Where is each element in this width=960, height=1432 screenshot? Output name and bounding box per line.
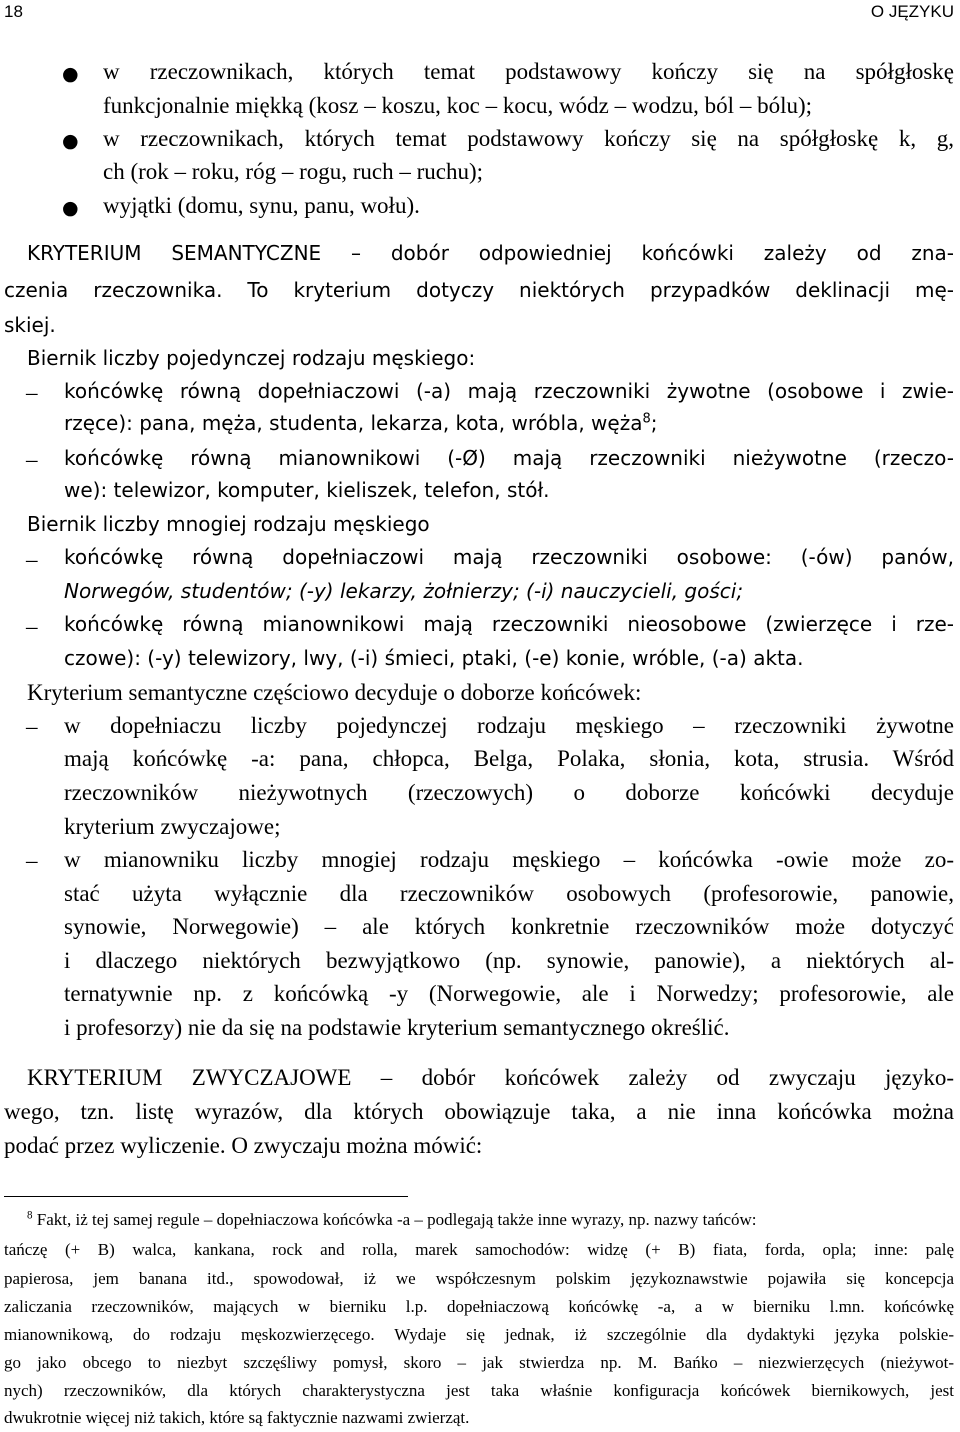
text-line: w rzeczownikach, których temat podstawowy kończy się na spółgłoskę k, g, — [103, 126, 954, 151]
dash-marker: – — [26, 547, 38, 572]
text-line: i dlaczego niektórych bezwyjątkowo (np. synowie, panowie), a niektórych al- — [64, 948, 954, 973]
bullet-marker: ● — [62, 130, 79, 152]
text-line: wego, tzn. listę wyrazów, dla których obowiązuje taka, a nie inna końcówka można — [4, 1099, 954, 1124]
text-line: skiej. — [4, 313, 56, 337]
text-line — [64, 413, 658, 433]
text-line: we): telewizor, komputer, kieliszek, telefon, stół. — [64, 478, 550, 502]
dash-marker: – — [26, 848, 38, 873]
footnote-line: tańczę (+ B) walca, kankana, rock and rolla, marek samochodów: widzę (+ B) fiata, forda, opla; inne: palę — [4, 1240, 954, 1259]
text-line: Norwegów, studentów; (-y) lekarzy, żołnierzy; (-i) nauczycieli, gości; — [64, 579, 744, 603]
footnote-line — [27, 1211, 756, 1228]
text-line: w dopełniaczu liczby pojedynczej rodzaju męskiego – rzeczowniki żywotne — [64, 713, 954, 738]
page-number: 18 — [4, 2, 23, 21]
text-line: KRYTERIUM ZWYCZAJOWE – dobór końcówek zależy od zwyczaju języko- — [27, 1065, 954, 1090]
text-line: Biernik liczby mnogiej rodzaju męskiego — [27, 512, 430, 536]
text-line: mają końcówkę -a: pana, chłopca, Belga, Polaka, słonia, kota, strusia. Wśród — [64, 746, 954, 771]
text-line: końcówkę równą mianownikowi mają rzeczowniki nieosobowe (zwierzęce i rze- — [64, 612, 954, 636]
dash-marker: – — [26, 714, 38, 739]
text-line: podać przez wyliczenie. O zwyczaju można mówić: — [4, 1133, 483, 1158]
text-line: czenia rzeczownika. To kryterium dotyczy niektórych przypadków deklinacji mę- — [4, 278, 954, 302]
running-header: O JĘZYKU — [870, 2, 954, 21]
text-line: ternatywnie np. z końcówką -y (Norwegowie, ale i Norwedzy; profesorowie, ale — [64, 981, 954, 1006]
footnote-line: go jako obcego to niezbyt szczęśliwy pomysł, skoro – jak stwierdza np. M. Bańko – niezwierzęcych (nieżywot- — [4, 1353, 954, 1372]
text-line: czowe): (-y) telewizory, lwy, (-i) śmieci, ptaki, (-e) konie, wróble, (-a) akta. — [64, 646, 804, 670]
text-line: Biernik liczby pojedynczej rodzaju męskiego: — [27, 346, 476, 370]
footnote-line: dwukrotnie więcej niż takich, które są faktycznie nazwami zwierząt. — [4, 1408, 470, 1427]
footnote-marker: 8 — [27, 1209, 33, 1222]
dash-marker: – — [26, 447, 38, 472]
footnote-text: Fakt, iż tej samej regule – dopełniaczowa końcówka -a – podlegają także inne wyrazy, np. nazwy tańców: — [36, 1210, 757, 1229]
text-line: w mianowniku liczby mnogiej rodzaju męskiego – końcówka -owie może zo- — [64, 847, 954, 872]
text-line: funkcjonalnie miękką (kosz – koszu, koc – kocu, wódz – wodzu, ból – bólu); — [103, 93, 813, 118]
text-line: końcówkę równą dopełniaczowi (-a) mają rzeczowniki żywotne (osobowe i zwie- — [64, 379, 954, 403]
footnote-line: papierosa, jem banana itd., spowodował, iż we współczesnym polskim językoznawstwie pojawiła się koncepcja — [4, 1269, 954, 1288]
footnote-line: zaliczania rzeczowników, mających w bierniku l.p. dopełniaczową końcówkę -a, a w bierniku l.mn. końcówkę — [4, 1297, 954, 1316]
text-line: Kryterium semantyczne częściowo decyduje o doborze końcówek: — [27, 680, 642, 705]
footnote-line: nych) rzeczowników, dla których charakterystyczna jest taka właśnie konfiguracja końcówek biernikowych, jest — [4, 1381, 954, 1400]
dash-marker: – — [26, 614, 38, 639]
text-line: w rzeczownikach, których temat podstawowy kończy się na spółgłoskę — [103, 59, 954, 84]
text-line: kryterium zwyczajowe; — [64, 814, 281, 839]
text-line: rzeczowników nieżywotnych (rzeczowych) o doborze końcówki decyduje — [64, 780, 954, 805]
text-line: KRYTERIUM SEMANTYCZNE – dobór odpowiedniej końcówki zależy od zna- — [27, 241, 954, 265]
bullet-marker: ● — [62, 63, 79, 85]
text-line: synowie, Norwegowie) – ale których konkretnie rzeczowników może dotyczyć — [64, 914, 954, 939]
line-text: ; — [650, 411, 658, 435]
footnote-line: mianownikową, do rodzaju męskozwierzęcego. Wydaje się jednak, iż szczególnie dla dydaktyki języka polskie- — [4, 1325, 954, 1344]
bullet-marker: ● — [62, 197, 79, 219]
text-line: i profesorzy) nie da się na podstawie kryterium semantycznego określić. — [64, 1015, 730, 1040]
text-line: ch (rok – roku, róg – rogu, ruch – ruchu); — [103, 159, 484, 184]
footnote-separator — [4, 1196, 408, 1197]
text-line: stać użyta wyłącznie dla rzeczowników osobowych (profesorowie, panowie, — [64, 881, 954, 906]
dash-marker: – — [26, 380, 38, 405]
text-line: końcówkę równą mianownikowi (-Ø) mają rzeczowniki nieżywotne (rzeczo- — [64, 446, 954, 470]
line-text: rzęce): pana, męża, studenta, lekarza, kota, wróbla, węża — [64, 411, 643, 435]
text-line: wyjątki (domu, synu, panu, wołu). — [103, 193, 420, 218]
text-line: końcówkę równą dopełniaczowi mają rzeczowniki osobowe: (-ów) panów, — [64, 545, 954, 569]
footnote-reference: 8 — [642, 411, 651, 427]
